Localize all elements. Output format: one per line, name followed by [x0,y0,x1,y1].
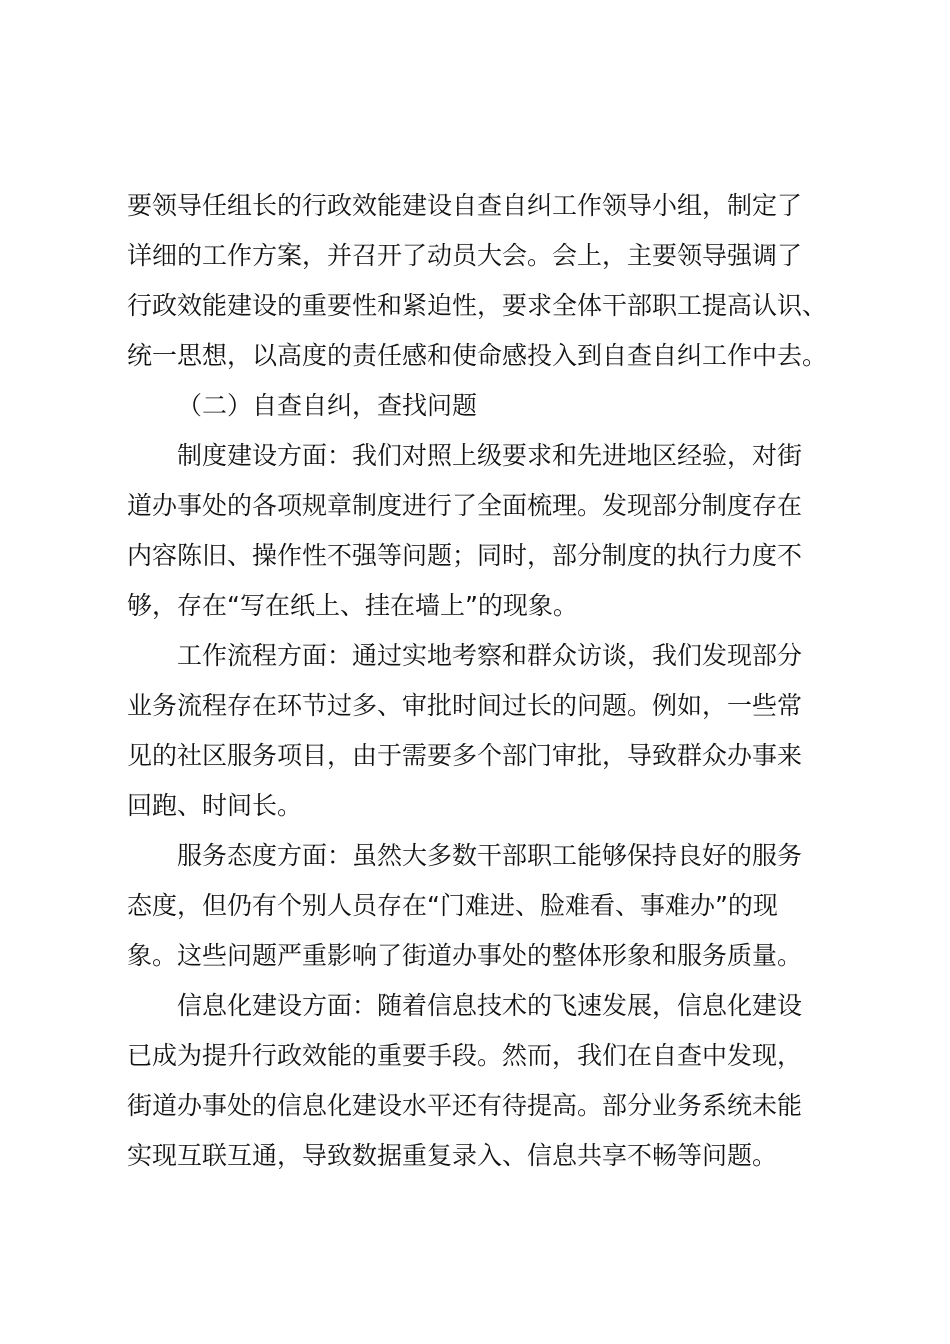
text-line: 见的社区服务项目，由于需要多个部门审批，导致群众办事来 [127,741,803,770]
paragraph-leadership-group [127,181,839,381]
text-line: 够，存在“写在纸上、挂在墙上”的现象。 [127,591,578,620]
text-line: 行政效能建设的重要性和紧迫性，要求全体干部职工提高认识、 [127,291,828,320]
paragraph-informatization [127,981,839,1181]
text-line: 已成为提升行政效能的重要手段。然而，我们在自查中发现， [127,1041,803,1070]
text-line: 业务流程存在环节过多、审批时间过长的问题。例如，一些常 [127,691,803,720]
text-line: 实现互联互通，导致数据重复录入、信息共享不畅等问题。 [127,1141,778,1170]
text-line: 服务态度方面：虽然大多数干部职工能够保持良好的服务 [177,841,803,870]
text-line: 内容陈旧、操作性不强等问题；同时，部分制度的执行力度不 [127,541,803,570]
text-line: 象。这些问题严重影响了街道办事处的整体形象和服务质量。 [127,941,803,970]
paragraph-workflow [127,631,839,831]
paragraph-system-building [127,431,839,631]
heading-text: （二）自查自纠，查找问题 [177,391,478,420]
paragraph-service-attitude [127,831,839,981]
text-line: 制度建设方面：我们对照上级要求和先进地区经验，对街 [177,441,803,470]
document-body [127,181,839,1181]
text-line: 态度，但仍有个别人员存在“门难进、脸难看、事难办”的现 [127,891,778,920]
text-line: 道办事处的各项规章制度进行了全面梳理。发现部分制度存在 [127,491,803,520]
text-line: 信息化建设方面：随着信息技术的飞速发展，信息化建设 [177,991,803,1020]
text-line: 回跑、时间长。 [127,791,303,820]
text-line: 工作流程方面：通过实地考察和群众访谈，我们发现部分 [177,641,803,670]
text-line: 详细的工作方案，并召开了动员大会。会上，主要领导强调了 [127,241,803,270]
section-heading-2 [127,381,839,431]
text-line: 街道办事处的信息化建设水平还有待提高。部分业务系统未能 [127,1091,803,1120]
text-line: 统一思想，以高度的责任感和使命感投入到自查自纠工作中去。 [127,341,828,370]
text-line: 要领导任组长的行政效能建设自查自纠工作领导小组，制定了 [127,191,803,220]
